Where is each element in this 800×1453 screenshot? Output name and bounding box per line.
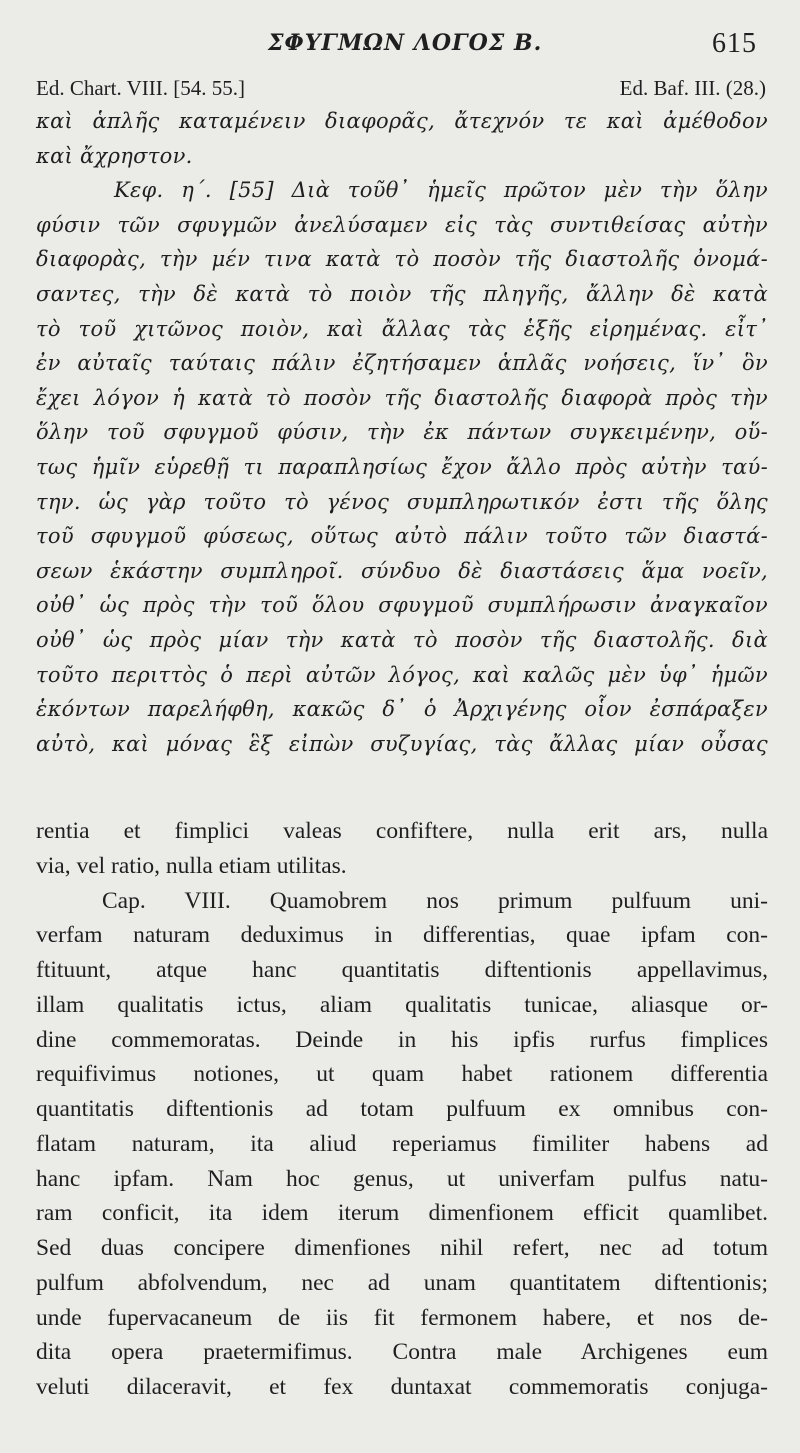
greek-text-block (36, 104, 768, 761)
greek-line: τως ἡμῖν εὑρεθῇ τι παραπλησίως ἔχον ἄλλο πρὸς αὐτὴν ταύ- (36, 454, 768, 479)
latin-line: flatam naturam, ita aliud reperiamus fimiliter habens ad (36, 1130, 768, 1157)
running-head (0, 28, 800, 64)
greek-line: την. ὡς γὰρ τοῦτο τὸ γένος συμπληρωτικόν ἐστι τῆς ὅλης (36, 489, 768, 514)
greek-line: σεων ἑκάστην συμπληροῖ. σύνδυο δὲ διαστάσεις ἅμα νοεῖν, (36, 558, 768, 583)
latin-line: requifivimus notiones, ut quam habet rationem differentia (36, 1061, 768, 1088)
greek-line: ὅλην τοῦ σφυγμοῦ φύσιν, τὴν ἐκ πάντων συγκειμένην, οὕ- (36, 420, 768, 445)
latin-line: hanc ipfam. Nam hoc genus, ut univerfam pulfus natu- (36, 1165, 768, 1192)
edition-reference-line (36, 76, 766, 104)
latin-line: illam qualitatis ictus, aliam qualitatis tunicae, aliasque or- (36, 991, 768, 1018)
latin-line-chapter-start: Cap. VIII. Quamobrem nos primum pulfuum uni- (102, 887, 768, 914)
latin-line: ram conficit, ita idem iterum dimenfionem efficit quamlibet. (36, 1200, 768, 1227)
latin-line: dine commemoratas. Deinde in his ipfis rurfus fimplices (36, 1026, 768, 1053)
greek-line: τοῦτο περιττὸς ὁ περὶ αὐτῶν λόγος, καὶ καλῶς μὲν ὑφ᾽ ἡμῶν (36, 662, 768, 687)
greek-line: διαφορὰς, τὴν μέν τινα κατὰ τὸ ποσὸν τῆς διαστολῆς ὀνομά- (36, 247, 768, 272)
latin-line: pulfum abfolvendum, nec ad unam quantitatem diftentionis; (36, 1269, 768, 1296)
latin-line: rentia et fimplici valeas confiftere, nulla erit ars, nulla (36, 818, 768, 844)
greek-line: σαντες, τὴν δὲ κατὰ τὸ ποιὸν τῆς πληγῆς, ἄλλην δὲ κατὰ (36, 281, 768, 306)
latin-text-block (36, 814, 768, 1405)
running-title: ΣΦΥΓΜΩΝ ΛΟΓΟΣ Β. (268, 30, 543, 56)
latin-line: verfam naturam deduximus in differentias, quae ipfam con- (36, 922, 768, 949)
greek-line: φύσιν τῶν σφυγμῶν ἀνελύσαμεν εἰς τὰς συντιθείσας αὐτὴν (36, 212, 768, 237)
greek-line: ἔχει λόγον ἡ κατὰ τὸ ποσὸν τῆς διαστολῆς διαφορὰ πρὸς τὴν (36, 385, 768, 410)
latin-line: Sed duas concipere dimenfiones nihil refert, nec ad totum (36, 1235, 768, 1261)
greek-line: ἐν αὐταῖς ταύταις πάλιν ἐζητήσαμεν ἁπλᾶς νοήσεις, ἵν᾽ ὃν (36, 351, 768, 376)
greek-line: καὶ ἄχρηστον. (36, 143, 193, 168)
latin-line: dita opera praetermifimus. Contra male Archigenes eum (36, 1339, 768, 1366)
greek-line: καὶ ἁπλῆς καταμένειν διαφορᾶς, ἄτεχνόν τε καὶ ἀμέθοδον (36, 109, 768, 133)
latin-line: ftituunt, atque hanc quantitatis diftentionis appellavimus, (36, 957, 768, 983)
edition-reference-basel: Ed. Baf. III. (28.) (619, 76, 766, 100)
greek-line: οὐθ᾽ ὡς πρὸς τὴν τοῦ ὅλου σφυγμοῦ συμπλήρωσιν ἀναγκαῖον (36, 593, 768, 618)
latin-line: via, vel ratio, nulla etiam utilitas. (36, 852, 347, 879)
latin-line: unde fupervacaneum de iis fit fermonem habere, et nos de- (36, 1304, 768, 1331)
greek-line: τὸ τοῦ χιτῶνος ποιὸν, καὶ ἄλλας τὰς ἑξῆς εἰρημένας. εἶτ᾽ (36, 316, 768, 341)
edition-reference-chartier: Ed. Chart. VIII. [54. 55.] (36, 76, 245, 100)
greek-line: τοῦ σφυγμοῦ φύσεως, οὕτως αὐτὸ πάλιν τοῦτο τῶν διαστά- (36, 524, 768, 549)
latin-line: veluti dilaceravit, et fex duntaxat commemoratis conjuga- (36, 1374, 768, 1400)
greek-line-chapter-start: Κεφ. η΄. [55] Διὰ τοῦθ᾽ ἡμεῖς πρῶτον μὲν τὴν ὅλην (114, 178, 768, 203)
page-number: 615 (712, 28, 757, 59)
greek-line: οὐθ᾽ ὡς πρὸς μίαν τὴν κατὰ τὸ ποσὸν τῆς διαστολῆς. διὰ (36, 627, 768, 652)
latin-line: quantitatis diftentionis ad totam pulfuum ex omnibus con- (36, 1096, 768, 1122)
greek-line: ἑκόντων παρελήφθη, κακῶς δ᾽ ὁ Ἀρχιγένης οἷον ἐσπάραξεν (36, 697, 768, 722)
greek-line: αὐτὸ, καὶ μόνας ἓξ εἰπὼν συζυγίας, τὰς ἄλλας μίαν οὖσας (36, 731, 768, 756)
